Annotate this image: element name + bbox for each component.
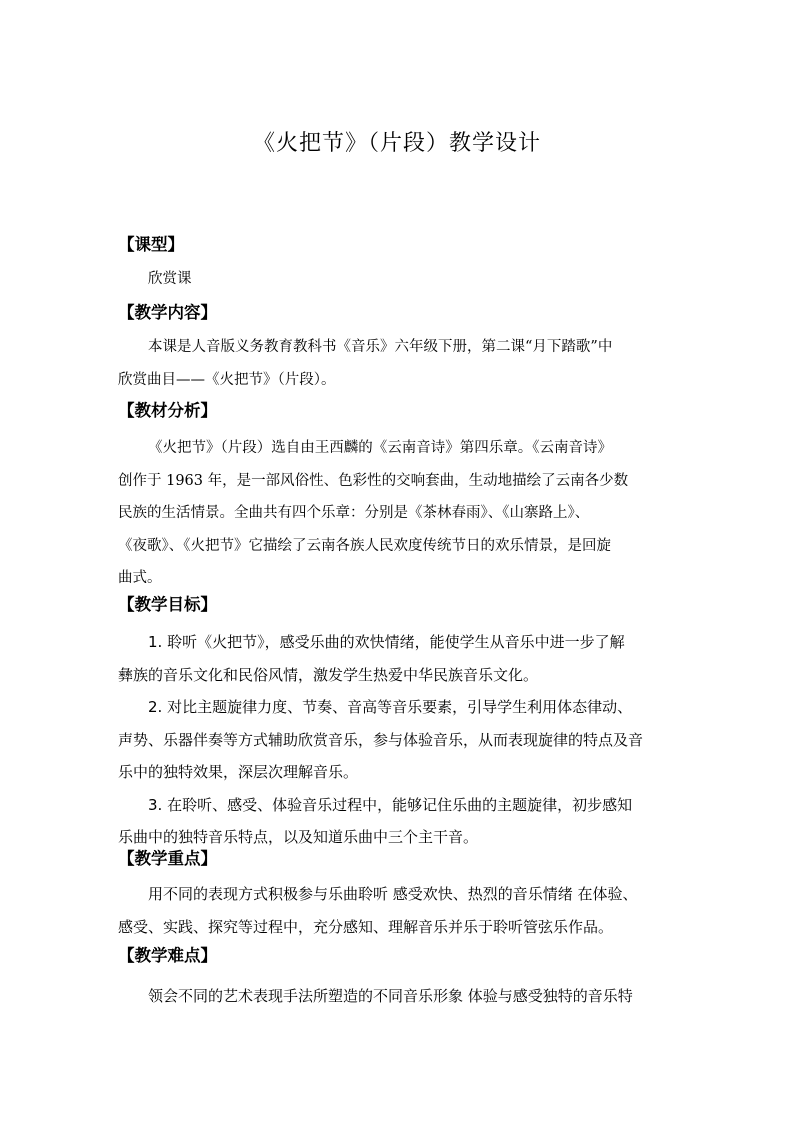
goal-item-2-line: 2. 对比主题旋律力度、节奏、音高等音乐要素，引导学生利用体态律动、	[148, 698, 633, 716]
heading-goals: 【教学目标】	[118, 595, 217, 614]
content-line: 本课是人音版义务教育教科书《音乐》六年级下册，第二课“月下踏歌”中	[148, 339, 613, 355]
goal-item-2-line: 声势、乐器伴奏等方式辅助欣赏音乐，参与体验音乐，从而表现旋律的特点及音	[118, 730, 644, 749]
analysis-line: 创作于 1963 年，是一部风俗性、色彩性的交响套曲，生动地描绘了云南各少数	[118, 472, 629, 489]
goal-item-2-line: 乐中的独特效果，深层次理解音乐。	[118, 763, 359, 781]
analysis-line: 《夜歌》、《火把节》它描绘了云南各族人民欢度传统节日的欢乐情景，是回旋	[118, 537, 611, 554]
heading-analysis: 【教材分析】	[118, 401, 217, 420]
difficulties-line: 领会不同的艺术表现手法所塑造的不同音乐形象 体验与感受独特的音乐特	[148, 987, 633, 1005]
document-title: 《火把节》（片段）教学设计	[252, 131, 541, 156]
analysis-paragraph	[118, 432, 684, 595]
heading-difficulties: 【教学难点】	[118, 946, 217, 965]
goal-item-1-line: 彝族的音乐文化和民俗风情，激发学生热爱中华民族音乐文化。	[118, 665, 539, 684]
analysis-line: 曲式。	[118, 570, 162, 586]
goal-item-3-line: 3. 在聆听、感受、体验音乐过程中，能够记住乐曲的主题旋律，初步感知	[148, 795, 633, 814]
heading-key-points: 【教学重点】	[118, 849, 217, 868]
difficulties-paragraph	[118, 980, 684, 1013]
type-body: 欣赏课	[148, 271, 192, 287]
content-line: 欣赏曲目——《火把节》（片段）。	[118, 371, 336, 388]
key-points-line: 感受、实践、探究等过程中，充分感知、理解音乐并乐于聆听管弦乐作品。	[118, 917, 614, 936]
key-points-paragraph	[118, 878, 684, 943]
goals-list	[118, 626, 684, 854]
goal-item-3-line: 乐曲中的独特音乐特点，以及知道乐曲中三个主干音。	[118, 828, 479, 846]
key-points-line: 用不同的表现方式积极参与乐曲聆听 感受欢快、热烈的音乐情绪 在体验、	[148, 885, 638, 903]
content-paragraph	[118, 331, 684, 396]
heading-content: 【教学内容】	[118, 303, 217, 322]
analysis-line: 《火把节》（片段）选自由王西麟的《云南音诗》第四乐章。《云南音诗》	[148, 440, 612, 456]
heading-type: 【课型】	[118, 235, 184, 254]
goal-item-1-line: 1. 聆听《火把节》，感受乐曲的欢快情绪，能使学生从音乐中进一步了解	[148, 633, 625, 651]
analysis-line: 民族的生活情景。全曲共有四个乐章：分别是《茶林春雨》、《山寨路上》、	[118, 505, 590, 521]
